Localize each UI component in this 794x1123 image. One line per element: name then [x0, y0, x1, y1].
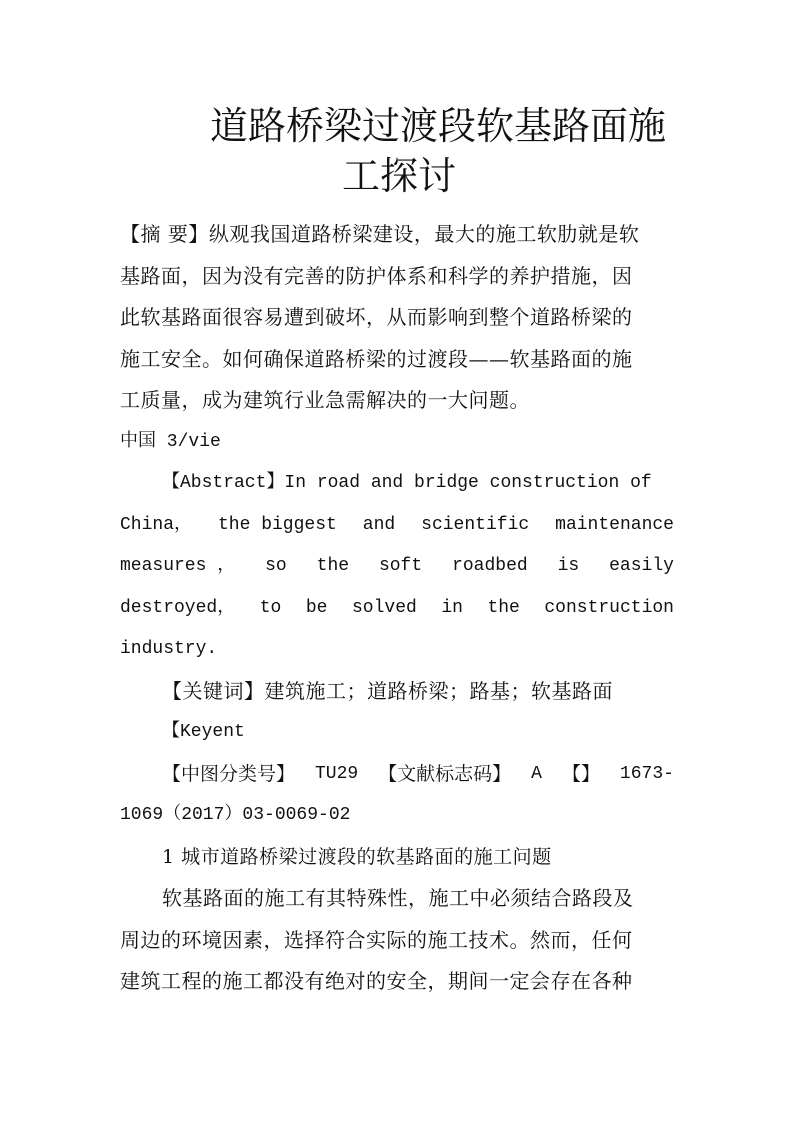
abstract-cn-line-2: 基路面，因为没有完善的防护体系和科学的养护措施，因 — [120, 264, 633, 288]
abstract-en-word: be — [305, 598, 328, 618]
section-1-heading: 1 城市道路桥梁过渡段的软基路面的施工问题 — [162, 846, 552, 868]
abstract-en-word: in — [441, 598, 463, 618]
abstract-en-line-2 — [120, 505, 674, 547]
keywords-en: 【Keyent — [162, 722, 245, 742]
abstract-cn-line-4: 施工安全。如何确保道路桥梁的过渡段——软基路面的施 — [120, 347, 633, 371]
article-bracket: 【】 — [561, 763, 600, 785]
section-1-line-2: 周边的环境因素，选择符合实际的施工技术。然而，任何 — [120, 928, 633, 952]
abstract-en-word: solved — [351, 598, 417, 618]
issn-part-2: 1069（2017）03-0069-02 — [120, 805, 351, 825]
abstract-en-line-5: industry. — [120, 639, 218, 659]
abstract-en-line-1: 【Abstract】In road and bridge construction of — [162, 473, 652, 493]
abstract-en-word: maintenance — [555, 515, 674, 535]
keywords-cn: 【关键词】建筑施工；道路桥梁；路基；软基路面 — [162, 679, 613, 703]
abstract-en-word: easily — [609, 556, 674, 576]
doc-value: A — [531, 764, 542, 784]
classification-line — [162, 754, 674, 796]
abstract-cn-line-5: 工质量，成为建筑行业急需解决的一大问题。 — [120, 388, 530, 412]
section-1-line-3: 建筑工程的施工都没有绝对的安全，期间一定会存在各种 — [120, 969, 633, 993]
abstract-en-word: measures ， — [120, 556, 236, 576]
abstract-en-word: China， — [120, 515, 193, 535]
abstract-en-word: soft — [378, 556, 423, 576]
abstract-en-word: construction — [544, 598, 674, 618]
abstract-en-word: to — [259, 598, 282, 618]
abstract-en-line-4 — [120, 588, 674, 630]
abstract-en-word: so — [265, 556, 287, 576]
abstract-en-word: scientific — [421, 515, 530, 535]
abstract-en-line-3 — [120, 546, 674, 588]
abstract-en-word: the — [316, 556, 350, 576]
abstract-en-word: is — [557, 556, 580, 576]
title-line-2: 工探讨 — [342, 154, 457, 198]
abstract-en-word: the — [487, 598, 520, 618]
abstract-en-word: the biggest — [217, 515, 337, 535]
doc-label: 【文献标志码】 — [378, 763, 512, 785]
abstract-en-word: destroyed， — [120, 598, 236, 618]
abstract-en-word: roadbed — [452, 556, 528, 576]
issn-part-1: 1673- — [619, 764, 674, 784]
title-line-1: 道路桥梁过渡段软基路面施 — [210, 104, 667, 148]
abstract-en-word: and — [362, 515, 396, 535]
abstract-cn-line-3: 此软基路面很容易遭到破坏，从而影响到整个道路桥梁的 — [120, 305, 633, 329]
section-1-line-1: 软基路面的施工有其特殊性，施工中必须结合路段及 — [162, 886, 634, 910]
china-line: 中国 3/vie — [120, 432, 221, 452]
clc-value: TU29 — [314, 764, 359, 784]
clc-label: 【中图分类号】 — [162, 763, 296, 785]
abstract-cn-line-1: 【摘 要】纵观我国道路桥梁建设，最大的施工软肋就是软 — [120, 222, 640, 246]
